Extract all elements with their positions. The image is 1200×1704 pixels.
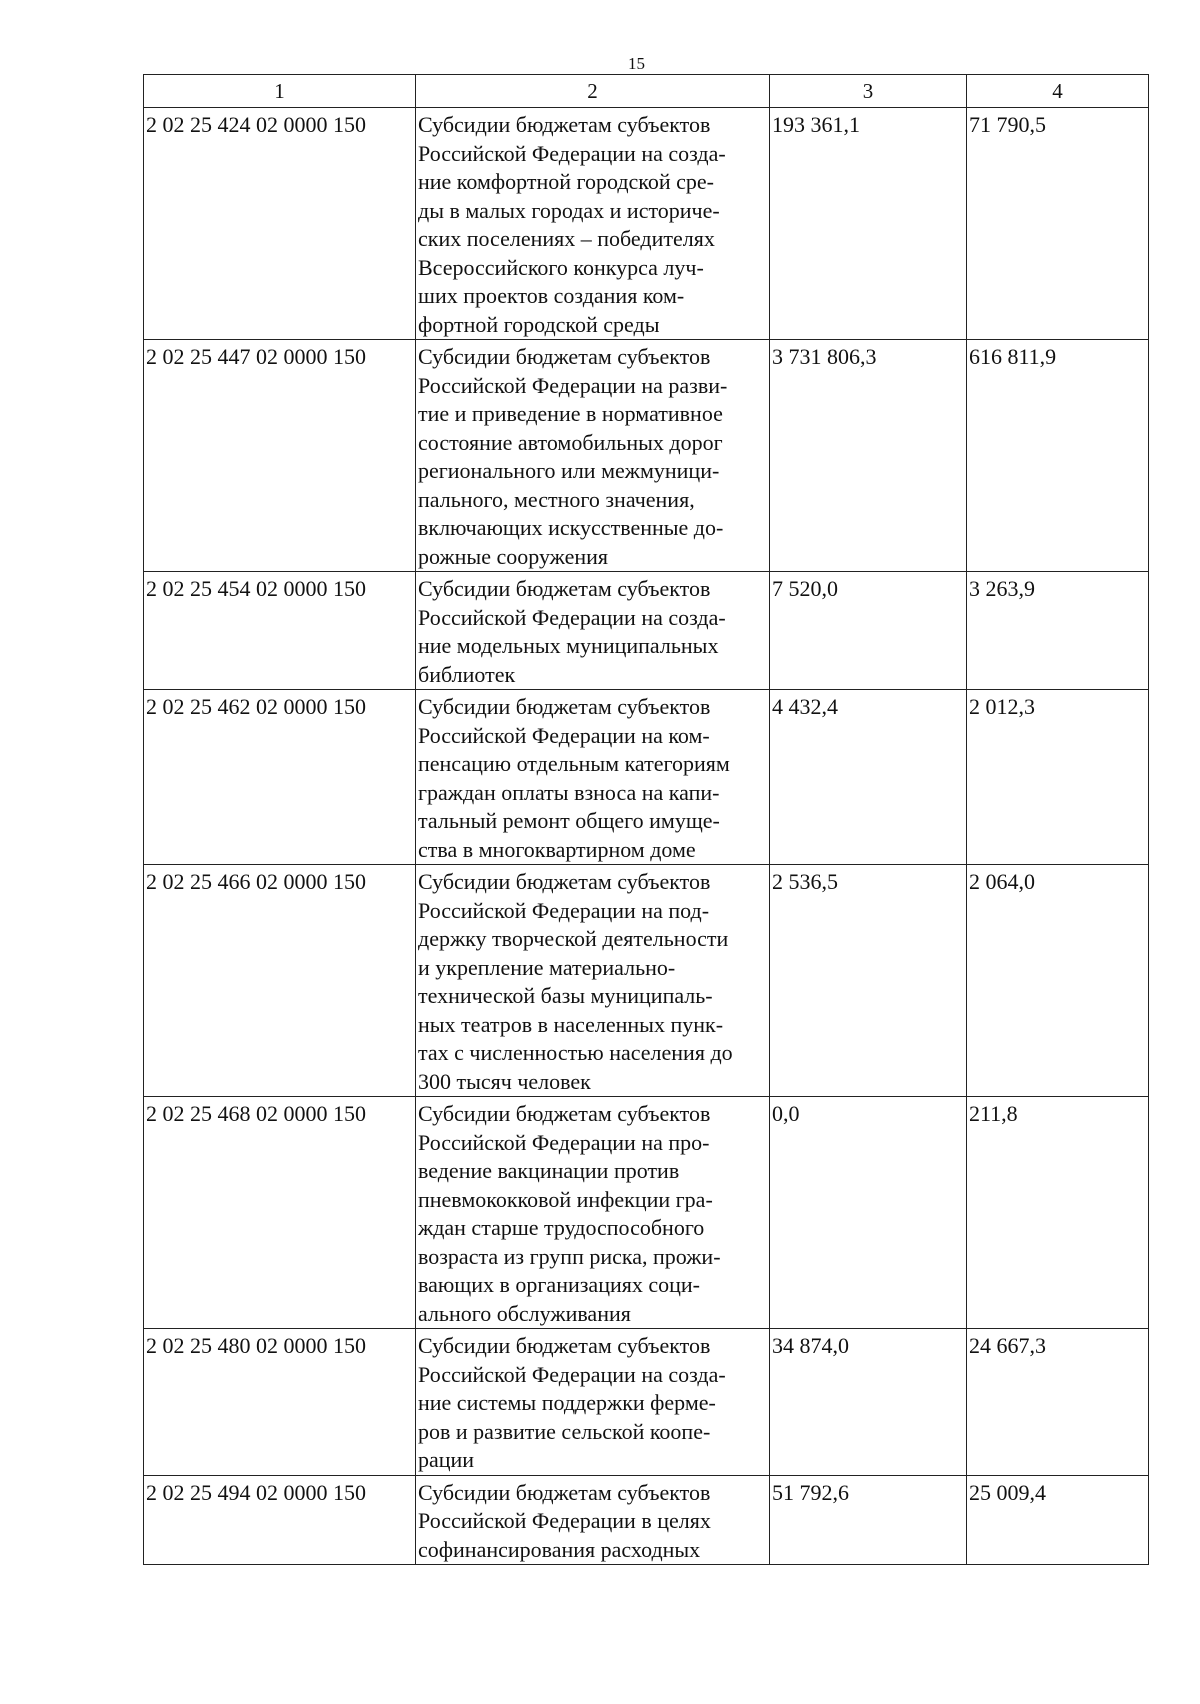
- description-line: держку творческой деятельности: [418, 926, 729, 951]
- amount-col-3-cell: 0,0: [770, 1097, 967, 1329]
- description-line: софинансирования расходных: [418, 1536, 701, 1562]
- amount-col-4-cell: 2 012,3: [967, 690, 1149, 865]
- description-line: ды в малых городах и историче-: [418, 197, 720, 223]
- description-line: 300 тысяч человек: [418, 1068, 591, 1094]
- table-row: [144, 340, 1149, 572]
- budget-code-cell: 2 02 25 462 02 0000 150: [144, 690, 416, 865]
- description-line: Субсидии бюджетам субъектов: [418, 576, 711, 601]
- description-line: тальный ремонт общего имуще-: [418, 808, 720, 833]
- description-line: Субсидии бюджетам субъектов: [418, 112, 711, 137]
- description-line: Субсидии бюджетам субъектов: [418, 344, 711, 369]
- description-line: Субсидии бюджетам субъектов: [418, 1479, 711, 1505]
- description-line: вающих в организациях соци-: [418, 1272, 700, 1297]
- description-line: ных театров в населенных пунк-: [418, 1011, 724, 1037]
- description-line: фортной городской среды: [418, 311, 660, 337]
- description-line: Субсидии бюджетам субъектов: [418, 1101, 711, 1126]
- description-cell: [416, 1097, 770, 1329]
- table-row: [144, 690, 1149, 865]
- budget-table: [143, 74, 1149, 1565]
- description-line: технической базы муниципаль-: [418, 983, 713, 1008]
- amount-col-3-cell: 3 731 806,3: [770, 340, 967, 572]
- page-number: 15: [628, 54, 645, 73]
- header-col-3: 3: [770, 75, 967, 108]
- description-line: ального обслуживания: [418, 1300, 631, 1326]
- amount-col-4-cell: 71 790,5: [967, 108, 1149, 340]
- description-line: Российской Федерации на созда-: [418, 1361, 726, 1387]
- description-line: Субсидии бюджетам субъектов: [418, 694, 711, 719]
- description-line: тие и приведение в нормативное: [418, 401, 723, 426]
- description-cell: [416, 108, 770, 340]
- description-cell: [416, 1329, 770, 1476]
- budget-code-cell: 2 02 25 447 02 0000 150: [144, 340, 416, 572]
- description-line: Российской Федерации в целях: [418, 1508, 711, 1533]
- header-col-4: 4: [967, 75, 1149, 108]
- description-line: Российской Федерации на под-: [418, 897, 710, 923]
- description-line: Российской Федерации на разви-: [418, 372, 728, 398]
- budget-code-cell: 2 02 25 468 02 0000 150: [144, 1097, 416, 1329]
- table-body: [144, 108, 1149, 1565]
- description-line: Всероссийского конкурса луч-: [418, 254, 704, 280]
- amount-col-3-cell: 4 432,4: [770, 690, 967, 865]
- table-row: [144, 865, 1149, 1097]
- amount-col-3-cell: 51 792,6: [770, 1475, 967, 1565]
- description-line: граждан оплаты взноса на капи-: [418, 779, 720, 805]
- description-line: ние системы поддержки ферме-: [418, 1390, 716, 1415]
- description-line: ших проектов создания ком-: [418, 283, 685, 308]
- description-line: возраста из групп риска, прожи-: [418, 1243, 721, 1269]
- description-line: пневмококковой инфекции гра-: [418, 1186, 713, 1212]
- description-cell: [416, 572, 770, 690]
- description-line: регионального или межмуници-: [418, 458, 720, 483]
- table-row: [144, 572, 1149, 690]
- amount-col-4-cell: 2 064,0: [967, 865, 1149, 1097]
- description-line: включающих искусственные до-: [418, 515, 724, 540]
- description-line: и укрепление материально-: [418, 954, 676, 980]
- amount-col-4-cell: 3 263,9: [967, 572, 1149, 690]
- description-line: ние модельных муниципальных: [418, 633, 719, 658]
- description-line: рации: [418, 1447, 475, 1472]
- description-line: Субсидии бюджетам субъектов: [418, 869, 711, 894]
- description-line: ведение вакцинации против: [418, 1158, 680, 1183]
- header-col-1: 1: [144, 75, 416, 108]
- amount-col-3-cell: 7 520,0: [770, 572, 967, 690]
- table-header: [144, 75, 1149, 108]
- description-line: ров и развитие сельской коопе-: [418, 1418, 711, 1444]
- amount-col-4-cell: 24 667,3: [967, 1329, 1149, 1476]
- description-line: ние комфортной городской сре-: [418, 169, 715, 194]
- description-cell: [416, 1475, 770, 1565]
- budget-code-cell: 2 02 25 480 02 0000 150: [144, 1329, 416, 1476]
- amount-col-4-cell: 616 811,9: [967, 340, 1149, 572]
- description-line: пального, местного значения,: [418, 486, 695, 512]
- description-line: пенсацию отдельным категориям: [418, 751, 730, 776]
- amount-col-3-cell: 2 536,5: [770, 865, 967, 1097]
- description-line: ждан старше трудоспособного: [418, 1215, 705, 1240]
- description-line: Российской Федерации на созда-: [418, 604, 726, 630]
- table-row: [144, 1475, 1149, 1565]
- description-line: ских поселениях – победителях: [418, 226, 715, 251]
- description-line: Российской Федерации на созда-: [418, 140, 726, 166]
- description-line: тах с численностью населения до: [418, 1040, 733, 1065]
- budget-code-cell: 2 02 25 466 02 0000 150: [144, 865, 416, 1097]
- amount-col-3-cell: 193 361,1: [770, 108, 967, 340]
- description-cell: [416, 340, 770, 572]
- header-col-2: 2: [416, 75, 770, 108]
- budget-code-cell: 2 02 25 454 02 0000 150: [144, 572, 416, 690]
- description-line: библиотек: [418, 661, 516, 687]
- amount-col-4-cell: 25 009,4: [967, 1475, 1149, 1565]
- amount-col-3-cell: 34 874,0: [770, 1329, 967, 1476]
- description-line: Российской Федерации на про-: [418, 1129, 710, 1155]
- description-cell: [416, 690, 770, 865]
- description-line: ства в многоквартирном доме: [418, 836, 696, 862]
- table-row: [144, 1329, 1149, 1476]
- description-line: рожные сооружения: [418, 543, 608, 569]
- description-cell: [416, 865, 770, 1097]
- description-line: Субсидии бюджетам субъектов: [418, 1333, 711, 1358]
- description-line: Российской Федерации на ком-: [418, 722, 710, 748]
- budget-code-cell: 2 02 25 424 02 0000 150: [144, 108, 416, 340]
- amount-col-4-cell: 211,8: [967, 1097, 1149, 1329]
- table-row: [144, 1097, 1149, 1329]
- description-line: состояние автомобильных дорог: [418, 429, 723, 455]
- header-row: [144, 75, 1149, 108]
- budget-code-cell: 2 02 25 494 02 0000 150: [144, 1475, 416, 1565]
- table-row: [144, 108, 1149, 340]
